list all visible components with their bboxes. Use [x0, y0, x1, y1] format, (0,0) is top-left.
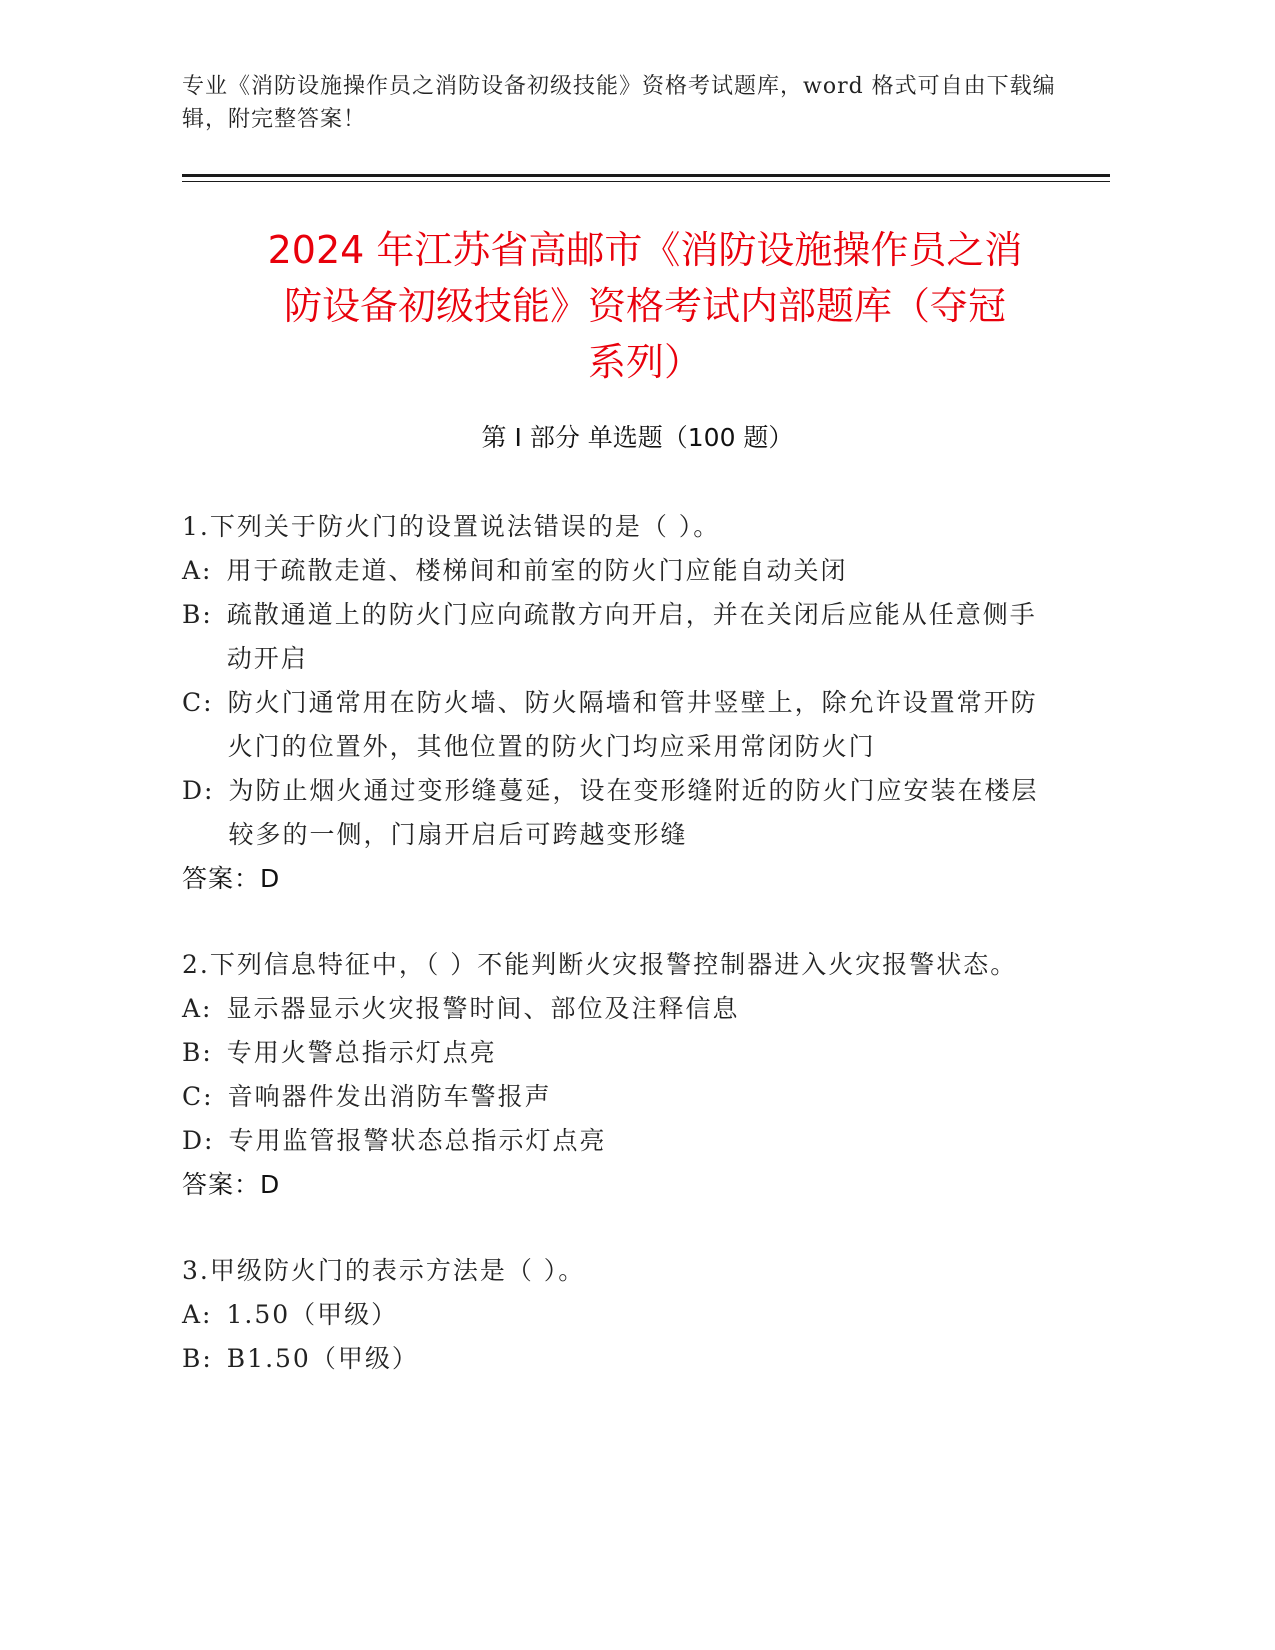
option-c: [182, 681, 1062, 769]
question-3: [182, 1249, 1062, 1381]
title-line-1: 2024 年江苏省高邮市《消防设施操作员之消: [267, 228, 1023, 272]
header-rule-thick: [182, 174, 1110, 177]
option-a: [182, 1293, 1062, 1337]
option-a: [182, 987, 1062, 1031]
option-key: A:: [182, 994, 213, 1023]
option-key: B:: [182, 1038, 213, 1067]
question-1: [182, 505, 1062, 901]
question-2: [182, 943, 1062, 1207]
answer: 答案：D: [182, 864, 281, 893]
option-key: B:: [182, 1344, 213, 1373]
header-rule-thin: [182, 181, 1110, 182]
option-text: 疏散通道上的防火门应向疏散方向开启，并在关闭后应能从任意侧手动开启: [226, 600, 1037, 673]
section-heading: 第 I 部分 单选题（100 题）: [481, 423, 794, 452]
option-b: [182, 1031, 1062, 1075]
option-d: [182, 1119, 1062, 1163]
option-text: 显示器显示火灾报警时间、部位及注释信息: [226, 994, 740, 1023]
option-text: B1.50（甲级）: [226, 1344, 419, 1373]
option-text: 专用监管报警状态总指示灯点亮: [228, 1126, 607, 1155]
option-a: [182, 549, 1062, 593]
question-list: [182, 505, 1062, 1423]
option-key: D:: [182, 776, 215, 805]
question-stem: 2.下列信息特征中，（ ）不能判断火灾报警控制器进入火灾报警状态。: [182, 950, 1018, 979]
option-text: 防火门通常用在防火墙、防火隔墙和管井竖壁上，除允许设置常开防火门的位置外，其他位置的防火门均应采用常闭防火门: [227, 688, 1038, 761]
option-d: [182, 769, 1062, 857]
option-b: [182, 593, 1062, 681]
title-line-2: 防设备初级技能》资格考试内部题库（夺冠: [283, 284, 1006, 328]
option-c: [182, 1075, 1062, 1119]
question-stem: 1.下列关于防火门的设置说法错误的是（ ）。: [182, 512, 721, 541]
option-text: 为防止烟火通过变形缝蔓延，设在变形缝附近的防火门应安装在楼层较多的一侧，门扇开启后可跨越变形缝: [228, 776, 1039, 849]
question-stem: 3.甲级防火门的表示方法是（ ）。: [182, 1256, 586, 1285]
option-key: D:: [182, 1126, 215, 1155]
option-key: B:: [182, 600, 213, 629]
title-line-3: 系列）: [587, 340, 702, 384]
option-text: 音响器件发出消防车警报声: [227, 1082, 552, 1111]
document-title: [150, 222, 1140, 390]
option-b: [182, 1337, 1062, 1381]
option-key: C:: [182, 1082, 214, 1111]
option-text: 用于疏散走道、楼梯间和前室的防火门应能自动关闭: [226, 556, 848, 585]
option-key: A:: [182, 1300, 213, 1329]
answer: 答案：D: [182, 1170, 281, 1199]
header-note: 专业《消防设施操作员之消防设备初级技能》资格考试题库，word 格式可自由下载编辑，附完整答案！: [182, 74, 1056, 132]
option-text: 1.50（甲级）: [226, 1300, 399, 1329]
option-key: A:: [182, 556, 213, 585]
option-key: C:: [182, 688, 214, 717]
option-text: 专用火警总指示灯点亮: [226, 1038, 497, 1067]
